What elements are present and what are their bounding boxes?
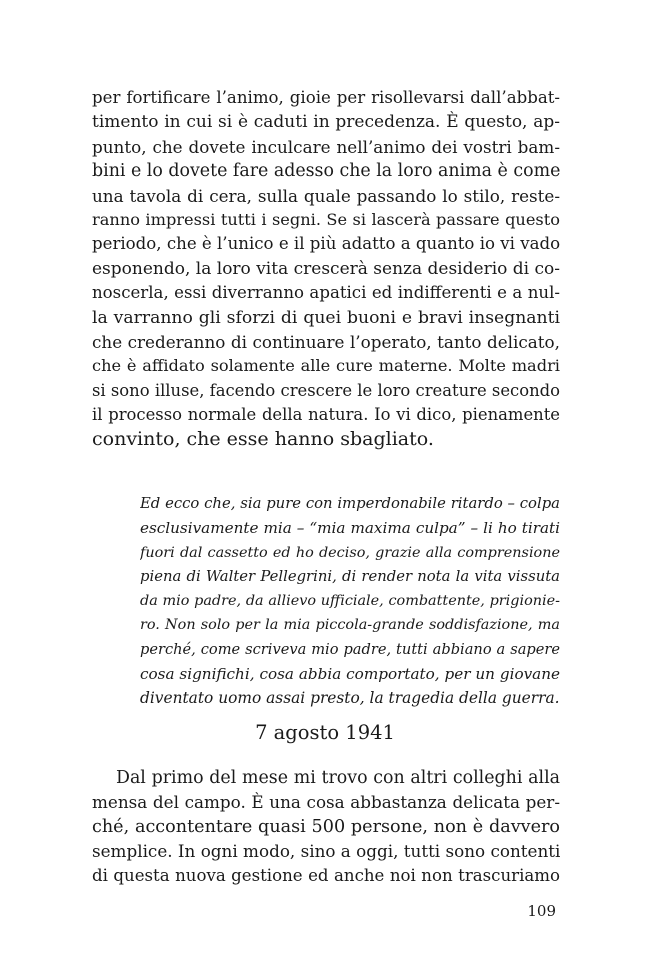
text-line: ranno impressi tutti i segni. Se si lascerà passare questo <box>92 209 560 229</box>
note-line: esclusivamente mia – “mia maxima culpa” – li ho tirati <box>140 519 560 538</box>
entry-date-heading: 7 agosto 1941 <box>255 721 395 744</box>
text-line: esponendo, la loro vita crescerà senza desiderio di co- <box>92 258 560 279</box>
note-line: Ed ecco che, sia pure con imperdonabile ritardo – colpa <box>140 495 560 512</box>
text-line: Dal primo del mese mi trovo con altri colleghi alla <box>116 768 560 788</box>
note-line: da mio padre, da allievo ufficiale, combattente, prigionie- <box>140 593 560 610</box>
text-line: mensa del campo. È una cosa abbastanza delicata per- <box>92 792 560 813</box>
text-line: periodo, che è l’unico e il più adatto a quanto io vi vado <box>92 234 560 254</box>
page-number: 109 <box>527 902 556 920</box>
note-line: perché, come scriveva mio padre, tutti abbiano a sapere <box>140 640 560 658</box>
text-line: convinto, che esse hanno sbagliato. <box>92 428 434 451</box>
text-line: punto, che dovete inculcare nell’animo dei vostri bam- <box>92 136 560 157</box>
note-line: diventato uomo assai presto, la tragedia della guerra. <box>140 689 560 708</box>
text-line: che crederanno di continuare l’operato, tanto delicato, <box>92 331 560 352</box>
text-line: si sono illuse, facendo crescere le loro creature secondo <box>92 380 560 400</box>
text-line: noscerla, essi diverranno apatici ed indifferenti e a nul- <box>92 283 560 303</box>
text-line: la varranno gli sforzi di quei buoni e bravi insegnanti <box>92 307 560 328</box>
editor-note <box>140 492 560 711</box>
note-line: fuori dal cassetto ed ho deciso, grazie alla comprensione <box>140 544 560 561</box>
note-line: piena di Walter Pellegrini, di render nota la vita vissuta <box>140 567 560 585</box>
text-line: ché, accontentare quasi 500 persone, non è davvero <box>92 816 560 837</box>
note-line: cosa significhi, cosa abbia comportato, per un giovane <box>140 665 560 684</box>
text-line: che è affidato solamente alle cure materne. Molte madri <box>92 356 560 376</box>
text-line: timento in cui si è caduti in precedenza. È questo, ap- <box>92 112 560 133</box>
body-paragraph <box>92 86 560 452</box>
text-line: bini e lo dovete fare adesso che la loro anima è come <box>92 161 560 182</box>
text-line: una tavola di cera, sulla quale passando lo stilo, reste- <box>92 185 560 206</box>
body-paragraph <box>92 766 560 888</box>
text-line: per fortificare l’animo, gioie per risollevarsi dall’abbat- <box>92 88 560 107</box>
text-line: semplice. In ogni modo, sino a oggi, tutti sono contenti <box>92 841 560 862</box>
note-line: ro. Non solo per la mia piccola-grande soddisfazione, ma <box>140 617 560 634</box>
text-line: di questa nuova gestione ed anche noi non trascuriamo <box>92 865 560 885</box>
text-line: il processo normale della natura. Io vi dico, pienamente <box>92 405 560 425</box>
